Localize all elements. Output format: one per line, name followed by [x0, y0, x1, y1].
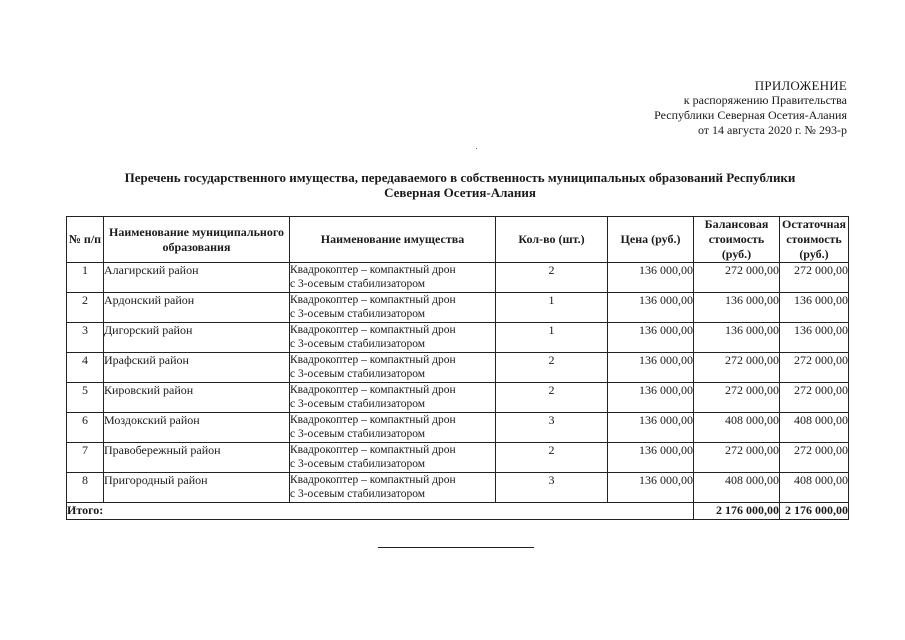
- table-row: [67, 263, 849, 293]
- row-num: 6: [67, 413, 104, 443]
- row-property-line2: с 3-осевым стабилизатором: [290, 278, 426, 290]
- row-property-line2: с 3-осевым стабилизатором: [290, 428, 426, 440]
- row-property-line1: Квадрокоптер – компактный дрон: [290, 294, 456, 306]
- row-property-line1: Квадрокоптер – компактный дрон: [290, 444, 456, 456]
- row-property: [290, 323, 496, 353]
- row-residual: 136 000,00: [780, 323, 849, 353]
- header-num: № п/п: [67, 217, 104, 263]
- row-municipality: Моздокский район: [104, 413, 290, 443]
- table-row: [67, 443, 849, 473]
- row-price: 136 000,00: [608, 413, 694, 443]
- row-residual: 408 000,00: [780, 473, 849, 503]
- appendix-line-date: от 14 августа 2020 г. № 293-р: [697, 123, 847, 137]
- row-property: [290, 353, 496, 383]
- appendix-heading: ПРИЛОЖЕНИЕ: [754, 78, 847, 93]
- header-property: Наименование имущества: [290, 217, 496, 263]
- row-price: 136 000,00: [608, 443, 694, 473]
- table-row: [67, 323, 849, 353]
- row-balance: 272 000,00: [694, 353, 780, 383]
- header-qty: Кол-во (шт.): [496, 217, 608, 263]
- row-property: [290, 383, 496, 413]
- row-property: [290, 263, 496, 293]
- row-property: [290, 443, 496, 473]
- closing-rule: [378, 547, 534, 548]
- row-property-line1: Квадрокоптер – компактный дрон: [290, 384, 456, 396]
- row-municipality: Пригородный район: [104, 473, 290, 503]
- table-row: [67, 353, 849, 383]
- row-num: 2: [67, 293, 104, 323]
- row-property-line1: Квадрокоптер – компактный дрон: [290, 324, 456, 336]
- header-balance: Балансовая стоимость (руб.): [694, 217, 780, 263]
- row-property-line2: с 3-осевым стабилизатором: [290, 488, 426, 500]
- total-balance: 2 176 000,00: [694, 503, 780, 520]
- row-price: 136 000,00: [608, 263, 694, 293]
- row-municipality: Дигорский район: [104, 323, 290, 353]
- row-balance: 272 000,00: [694, 383, 780, 413]
- row-num: 8: [67, 473, 104, 503]
- row-balance: 136 000,00: [694, 293, 780, 323]
- row-num: 1: [67, 263, 104, 293]
- row-balance: 136 000,00: [694, 323, 780, 353]
- document-title: [60, 170, 860, 200]
- row-num: 7: [67, 443, 104, 473]
- document-title-line1: Перечень государственного имущества, передаваемого в собственность муниципальных образований Республики: [124, 170, 796, 185]
- table-row: [67, 383, 849, 413]
- appendix-line-order: к распоряжению Правительства: [683, 93, 847, 107]
- row-qty: 3: [496, 473, 608, 503]
- row-property-line2: с 3-осевым стабилизатором: [290, 458, 426, 470]
- appendix-block: [654, 78, 847, 138]
- total-label: Итого:: [67, 503, 694, 520]
- row-num: 5: [67, 383, 104, 413]
- row-property-line1: Квадрокоптер – компактный дрон: [290, 264, 456, 276]
- row-price: 136 000,00: [608, 353, 694, 383]
- row-residual: 408 000,00: [780, 413, 849, 443]
- row-balance: 408 000,00: [694, 413, 780, 443]
- row-qty: 2: [496, 263, 608, 293]
- row-municipality: Ирафский район: [104, 353, 290, 383]
- appendix-line-republic: Республики Северная Осетия-Алания: [654, 108, 847, 122]
- table-row: [67, 413, 849, 443]
- row-qty: 1: [496, 323, 608, 353]
- row-residual: 272 000,00: [780, 443, 849, 473]
- row-municipality: Алагирский район: [104, 263, 290, 293]
- row-municipality: Ардонский район: [104, 293, 290, 323]
- scan-speck: [476, 148, 477, 149]
- header-price: Цена (руб.): [608, 217, 694, 263]
- table-header-row: [67, 217, 849, 263]
- row-price: 136 000,00: [608, 293, 694, 323]
- row-property: [290, 293, 496, 323]
- row-qty: 2: [496, 443, 608, 473]
- row-balance: 272 000,00: [694, 263, 780, 293]
- header-residual: Остаточная стоимость (руб.): [780, 217, 849, 263]
- row-price: 136 000,00: [608, 383, 694, 413]
- row-property-line1: Квадрокоптер – компактный дрон: [290, 474, 456, 486]
- row-qty: 3: [496, 413, 608, 443]
- document-title-line2: Северная Осетия-Алания: [384, 185, 536, 200]
- table-row: [67, 473, 849, 503]
- row-property-line2: с 3-осевым стабилизатором: [290, 338, 426, 350]
- table-total-row: [67, 503, 849, 520]
- table-row: [67, 293, 849, 323]
- row-municipality: Правобережный район: [104, 443, 290, 473]
- row-residual: 272 000,00: [780, 383, 849, 413]
- total-residual: 2 176 000,00: [780, 503, 849, 520]
- row-property-line2: с 3-осевым стабилизатором: [290, 368, 426, 380]
- row-num: 4: [67, 353, 104, 383]
- row-num: 3: [67, 323, 104, 353]
- row-qty: 2: [496, 383, 608, 413]
- row-balance: 272 000,00: [694, 443, 780, 473]
- row-municipality: Кировский район: [104, 383, 290, 413]
- row-property-line2: с 3-осевым стабилизатором: [290, 308, 426, 320]
- row-price: 136 000,00: [608, 323, 694, 353]
- row-property-line2: с 3-осевым стабилизатором: [290, 398, 426, 410]
- property-table: [66, 216, 849, 520]
- header-municipality: Наименование муниципального образования: [104, 217, 290, 263]
- row-qty: 1: [496, 293, 608, 323]
- row-price: 136 000,00: [608, 473, 694, 503]
- row-qty: 2: [496, 353, 608, 383]
- row-residual: 272 000,00: [780, 263, 849, 293]
- row-property: [290, 473, 496, 503]
- row-balance: 408 000,00: [694, 473, 780, 503]
- row-residual: 272 000,00: [780, 353, 849, 383]
- row-property-line1: Квадрокоптер – компактный дрон: [290, 414, 456, 426]
- row-property: [290, 413, 496, 443]
- row-property-line1: Квадрокоптер – компактный дрон: [290, 354, 456, 366]
- row-residual: 136 000,00: [780, 293, 849, 323]
